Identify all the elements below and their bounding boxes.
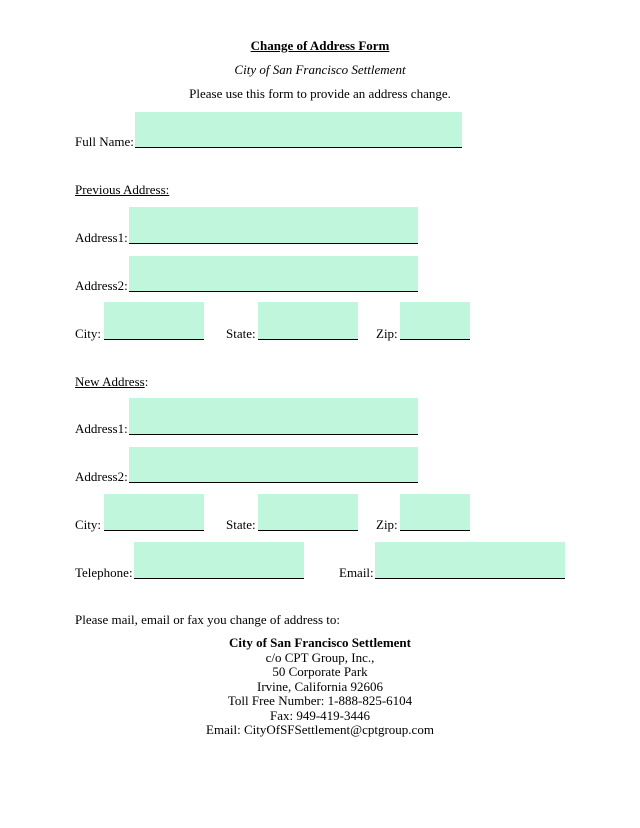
new-city-input[interactable] bbox=[104, 494, 204, 531]
new-address1-label: Address1: bbox=[75, 421, 128, 436]
previous-zip-label: Zip: bbox=[376, 326, 398, 341]
previous-city-label: City: bbox=[75, 326, 102, 341]
previous-state-input[interactable] bbox=[258, 302, 358, 340]
new-state-label: State: bbox=[226, 517, 256, 532]
new-address-heading-text: New Address bbox=[75, 374, 145, 389]
email-input[interactable] bbox=[375, 542, 565, 579]
previous-city-input[interactable] bbox=[104, 302, 204, 340]
full-name-input[interactable] bbox=[135, 112, 462, 148]
new-state-input[interactable] bbox=[258, 494, 358, 531]
new-address-heading bbox=[75, 374, 148, 390]
email-contact-line: Email: CityOfSFSettlement@cptgroup.com bbox=[206, 722, 434, 737]
telephone-input[interactable] bbox=[134, 542, 304, 579]
email-label: Email: bbox=[339, 565, 374, 580]
new-city-label: City: bbox=[75, 517, 102, 532]
previous-zip-input[interactable] bbox=[400, 302, 470, 340]
new-address2-input[interactable] bbox=[129, 447, 418, 483]
new-address2-label: Address2: bbox=[75, 469, 128, 484]
previous-address2-input[interactable] bbox=[129, 256, 418, 292]
care-of-line: c/o CPT Group, Inc., bbox=[265, 649, 375, 665]
new-zip-input[interactable] bbox=[400, 494, 470, 531]
street-line: 50 Corporate Park bbox=[272, 664, 368, 679]
city-state-zip-line: Irvine, California 92606 bbox=[257, 678, 383, 694]
fax-line: Fax: 949-419-3446 bbox=[269, 707, 371, 723]
new-zip-label: Zip: bbox=[376, 517, 398, 532]
full-name-label: Full Name: bbox=[75, 134, 134, 149]
previous-address2-label: Address2: bbox=[75, 278, 128, 293]
previous-address-heading: Previous Address: bbox=[75, 182, 170, 197]
form-instructions: Please use this form to provide an address change. bbox=[189, 86, 451, 101]
settlement-name: City of San Francisco Settlement bbox=[229, 635, 411, 650]
mailing-address-block bbox=[0, 636, 640, 738]
new-address1-input[interactable] bbox=[129, 398, 418, 435]
form-title: Change of Address Form bbox=[250, 38, 390, 53]
form-subtitle: City of San Francisco Settlement bbox=[234, 62, 406, 77]
previous-address1-input[interactable] bbox=[129, 207, 418, 244]
previous-state-label: State: bbox=[226, 326, 256, 341]
toll-free-line: Toll Free Number: 1-888-825-6104 bbox=[227, 693, 413, 708]
new-address-heading-colon: : bbox=[144, 374, 149, 389]
telephone-label: Telephone: bbox=[75, 565, 133, 580]
mail-instructions: Please mail, email or fax you change of address to: bbox=[75, 612, 340, 627]
previous-address1-label: Address1: bbox=[75, 230, 128, 245]
